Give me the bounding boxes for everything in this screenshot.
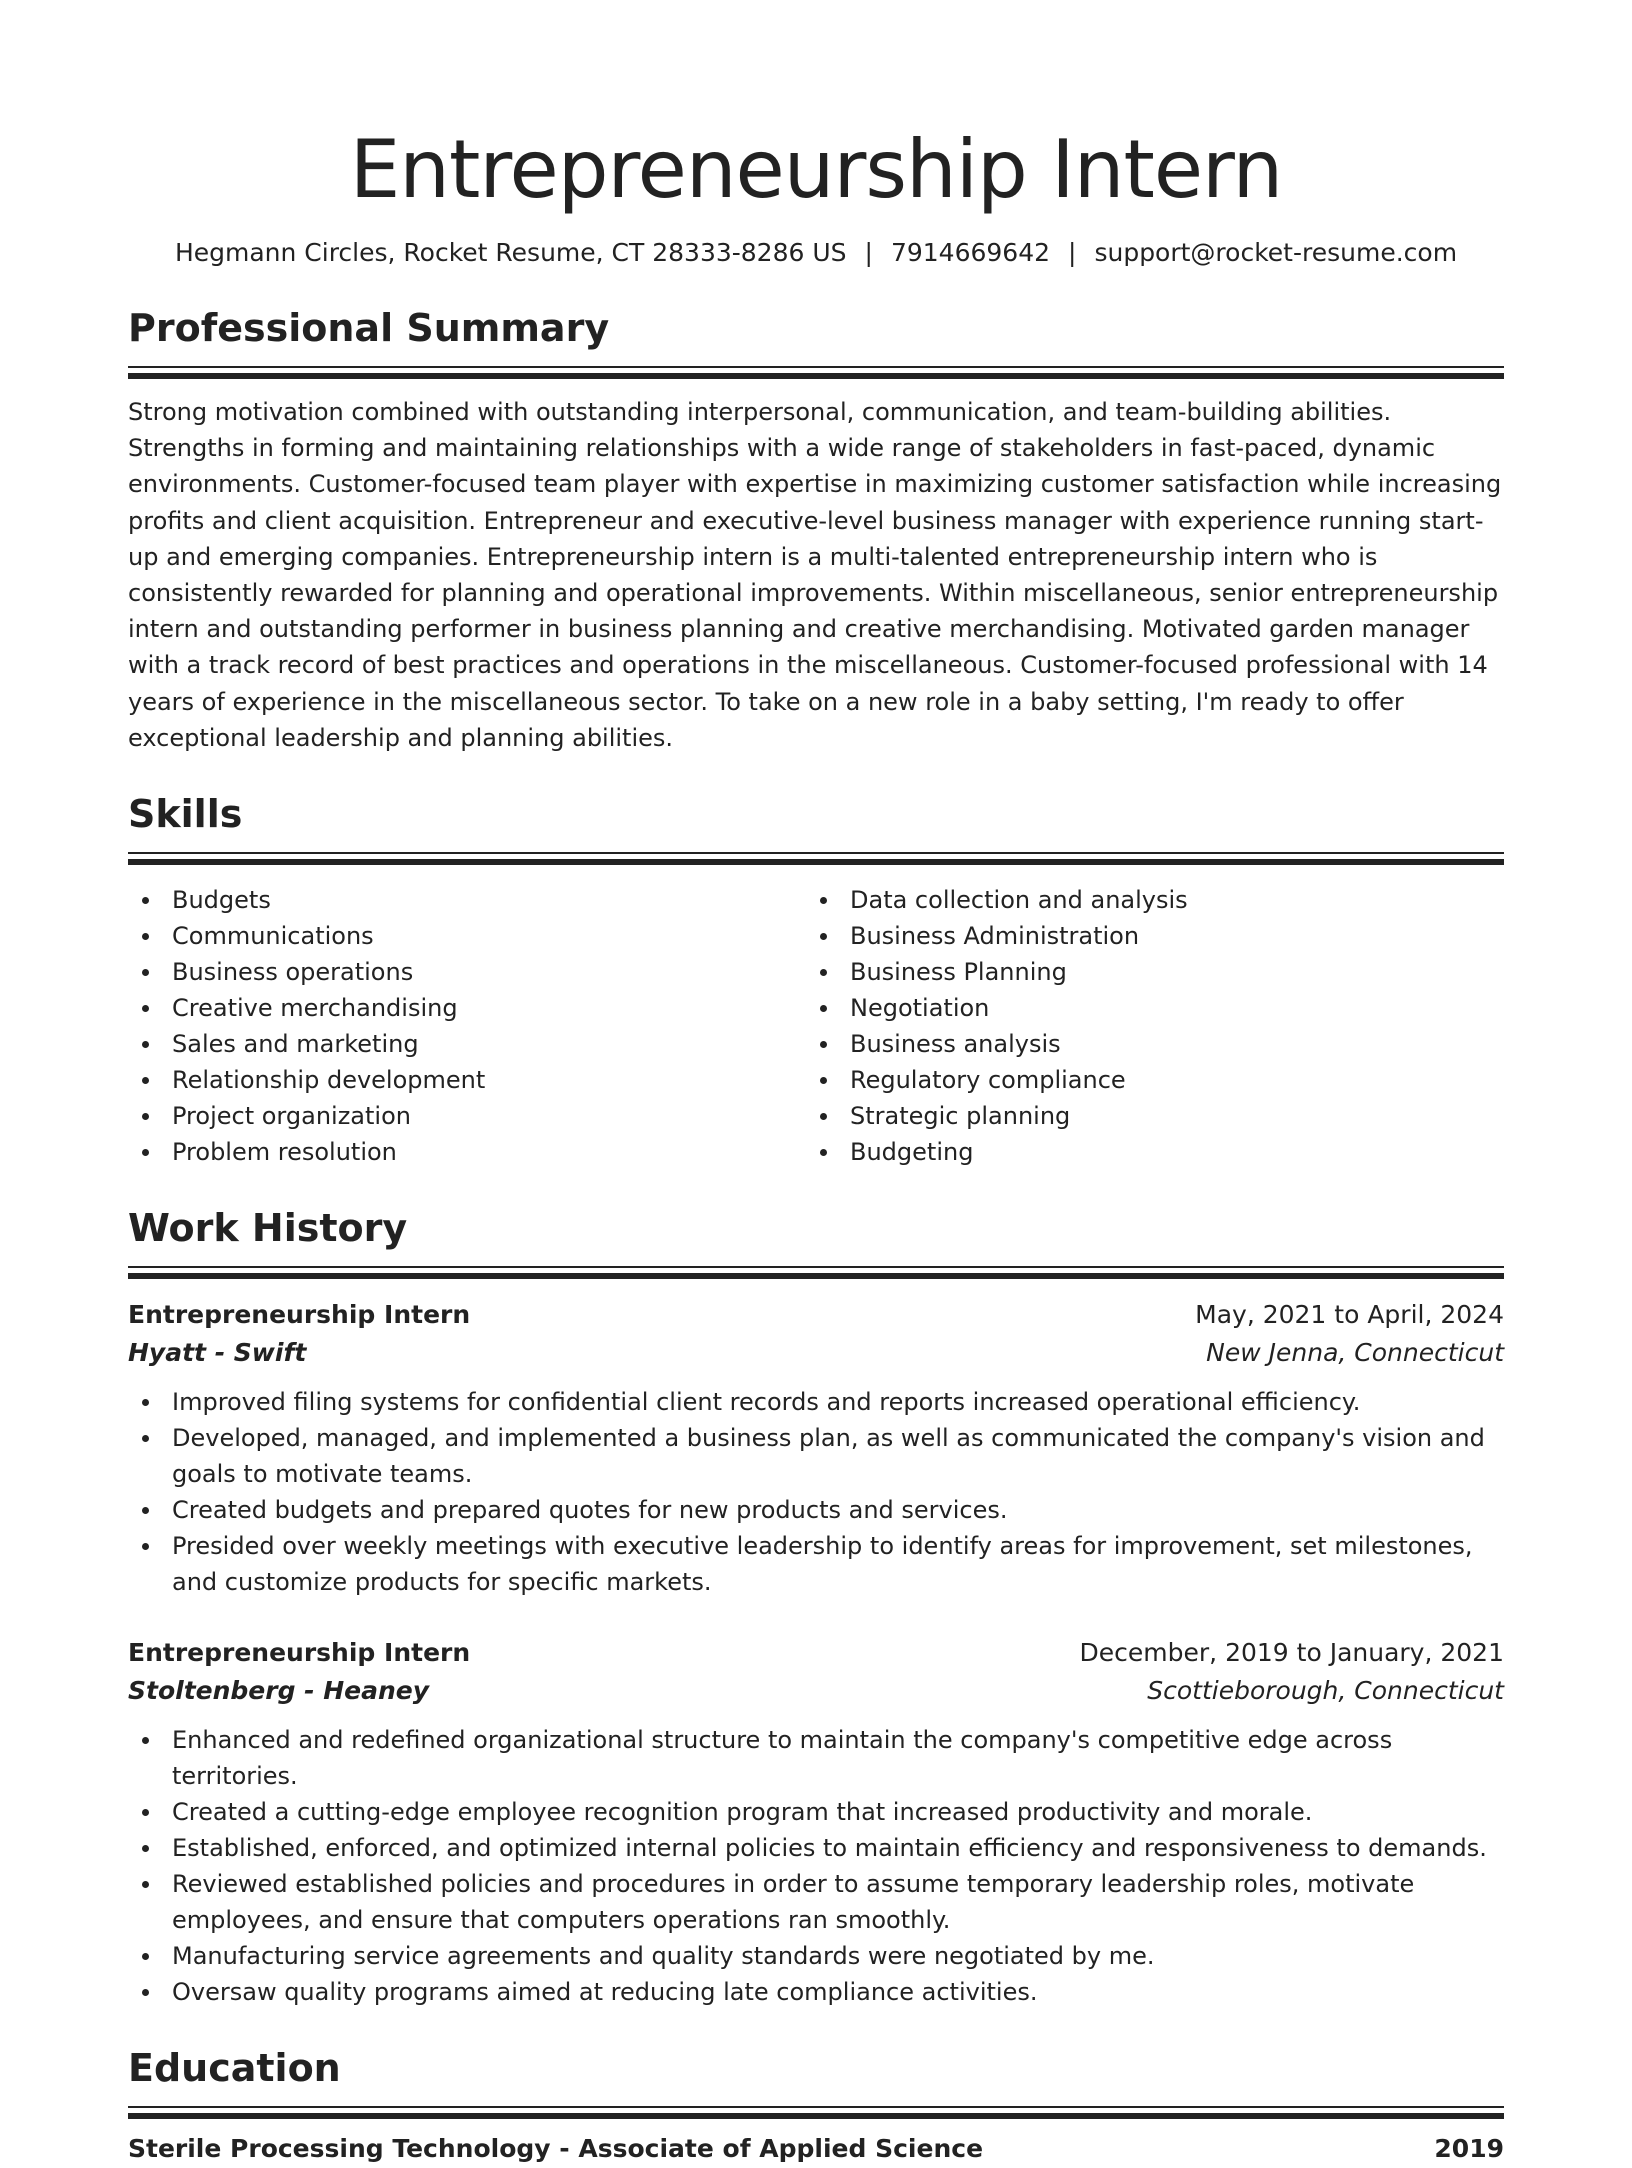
skill-item: Negotiation: [806, 990, 1484, 1026]
skill-item: Sales and marketing: [128, 1026, 806, 1062]
job-bullet: Developed, managed, and implemented a business plan, as well as communicated the company's vision and goals to motivate teams.: [128, 1420, 1504, 1492]
contact-phone: 7914669642: [890, 238, 1051, 267]
skills-list-left: [128, 882, 806, 1170]
skill-item: Problem resolution: [128, 1134, 806, 1170]
job-dates: December, 2019 to January, 2021: [1079, 1638, 1504, 1668]
section-divider: [128, 852, 1504, 866]
job-dates: May, 2021 to April, 2024: [1195, 1300, 1504, 1330]
contact-email: support@rocket-resume.com: [1094, 238, 1458, 267]
job-bullet: Oversaw quality programs aimed at reducing late compliance activities.: [128, 1974, 1504, 2010]
skill-item: Budgets: [128, 882, 806, 918]
skill-item: Strategic planning: [806, 1098, 1484, 1134]
job-bullet: Presided over weekly meetings with executive leadership to identify areas for improvement, set milestones, and customize products for specific markets.: [128, 1528, 1504, 1600]
section-divider: [128, 1266, 1504, 1280]
job-bullet: Improved filing systems for confidential client records and reports increased operational efficiency.: [128, 1384, 1504, 1420]
job-bullet: Reviewed established policies and procedures in order to assume temporary leadership roles, motivate employees, and ensure that computers operations ran smoothly.: [128, 1866, 1504, 1938]
skill-item: Relationship development: [128, 1062, 806, 1098]
job-header-row: [128, 1296, 1504, 1334]
skill-item: Communications: [128, 918, 806, 954]
section-title-skills: Skills: [128, 792, 243, 837]
job-bullets: [128, 1384, 1504, 1600]
job-bullet: Established, enforced, and optimized internal policies to maintain efficiency and responsiveness to demands.: [128, 1830, 1504, 1866]
contact-line: [128, 236, 1504, 270]
skill-item: Data collection and analysis: [806, 882, 1484, 918]
job-company: Stoltenberg - Heaney: [128, 1676, 430, 1706]
summary-text: Strong motivation combined with outstanding interpersonal, communication, and team-building abilities. Strengths in forming and maintaining relationships with a wide range of stakeholders in fast-paced, dynamic environments. Customer-focused team player with expertise in maximizing customer satisfaction while increasing profits and client acquisition. Entrepreneur and executive-level business manager with experience running start-up and emerging companies. Entrepreneurship intern is a multi-talented entrepreneurship intern who is consistently rewarded for planning and operational improvements. Within miscellaneous, senior entrepreneurship intern and outstanding performer in business planning and creative merchandising. Motivated garden manager with a track record of best practices and operations in the miscellaneous. Customer-focused professional with 14 years of experience in the miscellaneous sector. To take on a new role in a baby setting, I'm ready to offer exceptional leadership and planning abilities.: [128, 398, 1502, 752]
job-title: Entrepreneurship Intern: [128, 1300, 471, 1330]
skill-item: Creative merchandising: [128, 990, 806, 1026]
job-company: Hyatt - Swift: [128, 1338, 307, 1368]
skill-item: Business analysis: [806, 1026, 1484, 1062]
job-company-row: [128, 1672, 1504, 1710]
skill-item: Project organization: [128, 1098, 806, 1134]
job-location: New Jenna, Connecticut: [1206, 1338, 1504, 1368]
job-bullet: Enhanced and redefined organizational structure to maintain the company's competitive edge across territories.: [128, 1722, 1504, 1794]
skill-item: Business Planning: [806, 954, 1484, 990]
education-year: 2019: [1434, 2134, 1504, 2164]
job-bullet: Created budgets and prepared quotes for new products and services.: [128, 1492, 1504, 1528]
skill-item: Budgeting: [806, 1134, 1484, 1170]
section-title-education: Education: [128, 2046, 341, 2091]
skill-item: Business Administration: [806, 918, 1484, 954]
education-degree: Sterile Processing Technology - Associate of Applied Science: [128, 2134, 984, 2164]
resume-page: [128, 120, 1504, 2168]
skill-item: Regulatory compliance: [806, 1062, 1484, 1098]
job-bullets: [128, 1722, 1504, 2010]
section-title-summary: Professional Summary: [128, 306, 610, 350]
section-divider: [128, 366, 1504, 380]
job-location: Scottieborough, Connecticut: [1147, 1676, 1504, 1706]
job-bullet: Manufacturing service agreements and quality standards were negotiated by me.: [128, 1938, 1504, 1974]
section-title-work-history: Work History: [128, 1206, 408, 1251]
resume-name: Entrepreneurship Intern: [349, 123, 1283, 216]
skills-columns: [128, 882, 1504, 1170]
job-title: Entrepreneurship Intern: [128, 1638, 471, 1668]
section-divider: [128, 2106, 1504, 2120]
job-bullet: Created a cutting-edge employee recognition program that increased productivity and morale.: [128, 1794, 1504, 1830]
job-header-row: [128, 1634, 1504, 1672]
job-entry: [128, 1296, 1504, 1600]
contact-separator: |: [864, 238, 873, 267]
skills-list-right: [806, 882, 1484, 1170]
education-entry: [128, 2130, 1504, 2168]
job-company-row: [128, 1334, 1504, 1372]
job-entry: [128, 1634, 1504, 2010]
contact-address: Hegmann Circles, Rocket Resume, CT 28333-8286 US: [174, 238, 847, 267]
skill-item: Business operations: [128, 954, 806, 990]
contact-separator: |: [1068, 238, 1077, 267]
